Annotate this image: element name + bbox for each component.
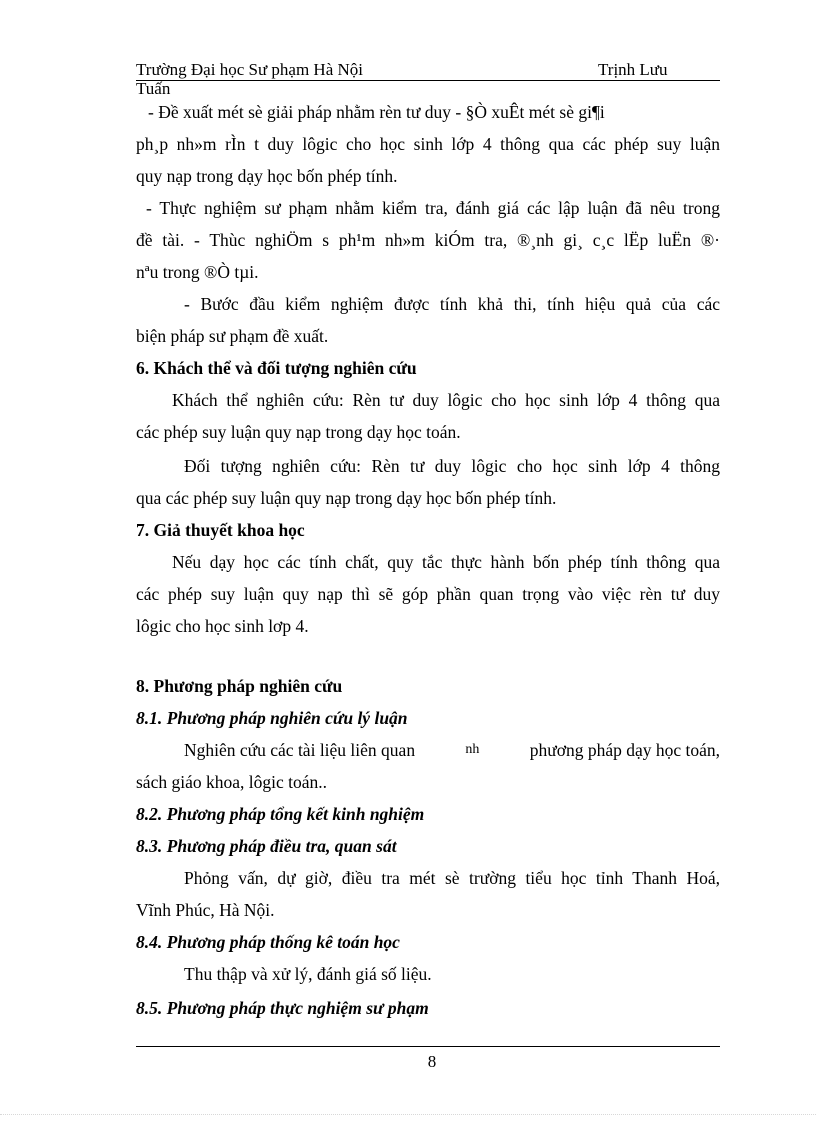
body-line: Thu thập và xử lý, đánh giá số liệu. — [184, 964, 432, 984]
body-line: ph¸p nh»m rÌn t duy lôgic cho học sinh lớp 4 thông qua các phép suy luận — [136, 134, 720, 154]
section-heading-6: 6. Khách thể và đối tượng nghiên cứu — [136, 358, 417, 378]
body-line: Đối tượng nghiên cứu: Rèn tư duy lôgic cho học sinh lớp 4 thông — [184, 456, 720, 476]
page-number: 8 — [427, 1052, 437, 1071]
body-line: quy nạp trong dạy học bốn phép tính. — [136, 166, 398, 186]
running-header — [136, 60, 720, 81]
body-line: Khách thể nghiên cứu: Rèn tư duy lôgic cho học sinh lớp 4 thông qua — [172, 390, 720, 410]
body-line-part: phương pháp dạy học toán, — [529, 740, 720, 760]
body-line: biện pháp sư phạm đề xuất. — [136, 326, 329, 346]
body-line: sách giáo khoa, lôgic toán.. — [136, 772, 327, 792]
body-line-part: Nghiên cứu các tài liệu liên quan — [184, 740, 416, 760]
body-line: Nếu dạy học các tính chất, quy tắc thực hành bốn phép tính thông qua — [172, 552, 720, 572]
header-school: Trường Đại học Sư phạm Hà Nội — [136, 60, 364, 79]
section-heading-8: 8. Phương pháp nghiên cứu — [136, 676, 343, 696]
header-author: Trịnh Lưu — [598, 60, 668, 79]
body-line: đề tài. - Thùc nghiÖm s ph¹m nh»m kiÓm tra, ®¸nh gi¸ c¸c lËp luËn ®· — [136, 230, 720, 250]
subsection-heading-8-2: 8.2. Phương pháp tổng kết kinh nghiệm — [136, 804, 425, 824]
body-line: nªu trong ®Ò tµi. — [136, 262, 259, 282]
footer-rule — [136, 1046, 720, 1047]
body-line: - Đề xuất mét sè giải pháp nhằm rèn tư duy - §Ò xuÊt mét sè gi¶i — [148, 102, 605, 122]
body-line: Vĩnh Phúc, Hà Nội. — [136, 900, 275, 920]
body-line: - Thực nghiệm sư phạm nhằm kiểm tra, đánh giá các lập luận đã nêu trong — [146, 198, 720, 218]
body-line: các phép suy luận quy nạp thì sẽ góp phần quan trọng vào việc rèn tư duy — [136, 584, 720, 604]
body-line: Phỏng vấn, dự giờ, điều tra mét sè trường tiểu học tỉnh Thanh Hoá, — [184, 868, 720, 888]
body-line-part: nh — [465, 742, 480, 757]
subsection-heading-8-4: 8.4. Phương pháp thống kê toán học — [136, 932, 400, 952]
section-heading-7: 7. Giả thuyết khoa học — [136, 520, 305, 540]
body-line — [184, 739, 720, 761]
body-line: qua các phép suy luận quy nạp trong dạy học bốn phép tính. — [136, 488, 557, 508]
subsection-heading-8-1: 8.1. Phương pháp nghiên cứu lý luận — [136, 708, 408, 728]
subsection-heading-8-3: 8.3. Phương pháp điều tra, quan sát — [136, 836, 397, 856]
body-line: - Bước đầu kiểm nghiệm được tính khả thi, tính hiệu quả của các — [184, 294, 720, 314]
header-author-wrap: Tuấn — [136, 79, 171, 98]
subsection-heading-8-5: 8.5. Phương pháp thực nghiệm sư phạm — [136, 998, 429, 1018]
body-line: lôgic cho học sinh lơp 4. — [136, 616, 309, 636]
body-line: các phép suy luận quy nạp trong dạy học toán. — [136, 422, 461, 442]
page-edge-divider — [0, 1114, 816, 1115]
